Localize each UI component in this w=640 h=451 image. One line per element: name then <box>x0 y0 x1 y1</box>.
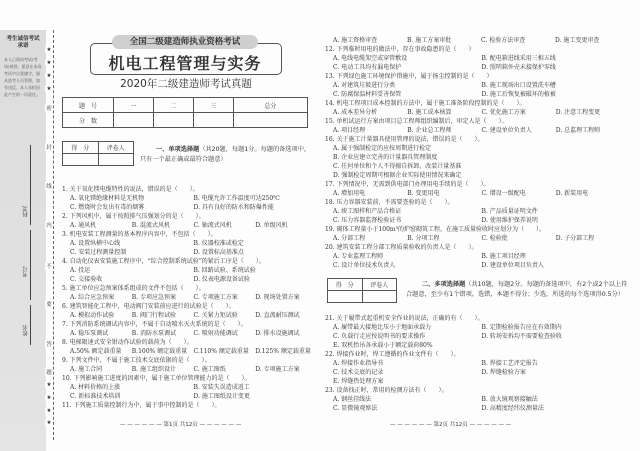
option-row <box>325 323 630 332</box>
section2-title: 二、多项选择题 <box>422 281 466 288</box>
answer-option[interactable]: D.125% 额定载重量 <box>255 348 311 355</box>
answer-option[interactable]: C. 交接验收 <box>70 276 103 283</box>
answer-option[interactable]: D. 具有良好的防水和防爆性能 <box>193 204 274 211</box>
seal-char: ★ <box>46 60 52 66</box>
seal-char: ★ <box>46 47 52 53</box>
question-stem: 6. 建筑智能化工程中，电动阀门安装前应进行的试验是（ ）。 <box>62 303 235 310</box>
question <box>325 45 630 72</box>
paper-subtitle: 2020年二级建造师考试真题 <box>120 78 252 90</box>
answer-option[interactable]: A. 材料价格的上涨 <box>70 384 121 391</box>
score-label: 得 分 <box>328 279 363 291</box>
option-row <box>325 90 630 99</box>
question-stem: 1. 关于氧化镁电缆特性的说法，错误的是（ ）。 <box>62 186 199 193</box>
grader-box-2 <box>327 278 397 303</box>
question <box>325 198 630 225</box>
question <box>62 185 317 212</box>
field-line <box>30 305 31 345</box>
answer-option[interactable]: A. 氧化镁绝缘材料是无机物 <box>70 195 145 202</box>
answer-option[interactable]: C. 安装过程测量控制 <box>70 249 127 256</box>
option-row <box>62 347 317 356</box>
question-stem: 22. 焊接作业时，焊工遵循的作业文件有（ ）。 <box>325 351 460 358</box>
option-row <box>325 368 630 377</box>
answer-option[interactable]: A. 增加用电 <box>333 190 366 197</box>
seal-char: 内 <box>46 223 52 229</box>
answer-option[interactable]: D. 建设单位项目负责人 <box>481 262 544 269</box>
option-row <box>62 221 317 230</box>
answer-option[interactable]: D. 单级风机 <box>255 222 288 229</box>
answer-option[interactable]: C. 专项施工方案 <box>193 294 238 301</box>
grader-cell[interactable] <box>362 291 397 303</box>
section1-title: 一、单项选择题 <box>156 146 200 153</box>
answer-option[interactable]: C. 设计单位技术负责人 <box>333 262 396 269</box>
option-row <box>325 252 630 261</box>
answer-option[interactable]: D. 施工后恢复被破坏的植被 <box>481 91 556 98</box>
question-stem: 14. 机电工程项目成本控制的方法中，属于施工准备阶段控制的是（ ）。 <box>325 100 526 107</box>
answer-option[interactable]: D. 高精度经纬仪测量法 <box>481 405 544 412</box>
answer-option[interactable]: A. 竣工图样和产品合格证 <box>333 208 402 215</box>
question-stem: 11. 下列施工质量控制行为中，属于事中控制的是（ ）。 <box>62 402 221 409</box>
answer-option[interactable]: B. 消防水泵调试 <box>131 330 176 337</box>
section2-desc: （共10题，每题2分。每题的备选项中，有2个或2个以上符合题意，至少有1个错项。选错，本题不得分；少选，所选的每个选项得0.5分） <box>406 281 628 298</box>
answer-option[interactable]: D. 现场处置方案 <box>255 294 300 301</box>
answer-option[interactable]: A. 属于强制检定的应按周期进行检定 <box>333 145 432 152</box>
seal-char: 线 <box>46 184 52 190</box>
answer-option[interactable]: C. 增设一级配电 <box>481 190 526 197</box>
subject-title: 机电工程管理与实务 <box>108 54 262 73</box>
option-row <box>325 395 630 404</box>
option-row <box>325 81 630 90</box>
field-line <box>30 230 31 300</box>
grader-label: 评卷人 <box>362 279 397 291</box>
answer-option[interactable]: C. 显微镜观察法 <box>333 405 378 412</box>
answer-option[interactable]: B. 安装失误造成返工 <box>193 384 250 391</box>
seal-char: 题 <box>46 370 52 376</box>
score-cell[interactable] <box>233 113 307 128</box>
answer-option[interactable]: C. 压力容器监督检验证书 <box>333 217 402 224</box>
grader-cell[interactable] <box>98 154 134 166</box>
answer-option[interactable]: D. 仪表电源设备试验 <box>193 276 250 283</box>
page-footer-1: — — — — — — 第1页 共12页 — — — — — — <box>120 422 242 428</box>
question <box>325 350 630 386</box>
question-stem: 21. 关于履带式起重机安全作业的说法，正确的有（ ）。 <box>325 315 484 322</box>
answer-option[interactable]: A.50% 额定载重量 <box>70 348 122 355</box>
question <box>62 284 317 302</box>
question <box>62 338 317 356</box>
seal-line <box>53 30 54 440</box>
question-stem: 18. 压力容器安装前，不需要查验的是（ ）。 <box>325 199 454 206</box>
answer-option[interactable]: D. 专项施工方案 <box>255 366 300 373</box>
score-cell[interactable] <box>114 113 154 128</box>
question-stem: 17. 下列情况中，无需到供电部门办理用电手续的是（ ）。 <box>325 181 490 188</box>
seal-char: 要 <box>46 302 52 308</box>
answer-option[interactable]: B.100% 额定载重量 <box>131 348 188 355</box>
exam-name: 全国二级建造师执业资格考试 <box>112 35 258 49</box>
answer-option[interactable]: D. 施工图纸设计变更 <box>193 393 250 400</box>
answer-option[interactable]: A. 投运 <box>70 267 91 274</box>
score-header: 二 <box>153 98 193 113</box>
field-line <box>30 145 31 225</box>
question <box>325 135 630 180</box>
option-row <box>62 311 317 320</box>
option-row <box>62 248 317 257</box>
pledge-title: 考生诚信考试承诺 <box>6 36 40 49</box>
option-row <box>325 234 630 243</box>
answer-option[interactable]: D. 新装用电 <box>555 190 589 197</box>
answer-option[interactable]: A. 专业监理工程师 <box>333 253 384 260</box>
section2-header <box>406 280 628 299</box>
answer-option[interactable]: A. 电线电缆架空或穿管敷设 <box>333 55 408 62</box>
left-questions <box>62 185 317 410</box>
seal-char: ★ <box>46 382 52 388</box>
question <box>325 243 630 270</box>
option-row <box>325 216 630 225</box>
option-row <box>325 377 630 386</box>
answer-option[interactable]: B. 定期检验报告应在有效期内 <box>481 324 562 331</box>
score-cell[interactable] <box>153 113 193 128</box>
option-row <box>62 383 317 392</box>
score-cell[interactable] <box>328 291 363 303</box>
answer-option[interactable]: B. 施工现场出口设置洗车槽 <box>481 82 556 89</box>
option-row <box>62 266 317 275</box>
answer-option[interactable]: A. 施工资格审查 <box>333 37 378 44</box>
answer-option[interactable]: C. 检验批 <box>481 235 508 242</box>
answer-option[interactable]: C. 优化施工方案 <box>481 109 526 116</box>
answer-option[interactable]: D. 焊缝检验方案 <box>481 369 526 376</box>
answer-option[interactable]: D. 设置标高基准点 <box>193 249 244 256</box>
answer-option[interactable]: A. 履带最大接地比压小于地面承载力 <box>333 324 432 331</box>
answer-option[interactable]: A. 模拟动作试验 <box>70 312 115 319</box>
option-row <box>325 63 630 72</box>
answer-option[interactable]: C. 技术交底的记录 <box>333 369 384 376</box>
question <box>325 72 630 99</box>
answer-option[interactable]: D. 强制检定周期可根据企业实际使用情况来确定 <box>333 172 462 179</box>
answer-option[interactable]: C. 轴流式风机 <box>193 222 232 229</box>
answer-option[interactable]: B. 混流式风机 <box>131 222 170 229</box>
seal-char: 答 <box>46 342 52 348</box>
answer-option[interactable]: A. 稳压泵调试 <box>70 330 109 337</box>
answer-option[interactable]: A. 焊接作业指导书 <box>333 360 384 367</box>
answer-option[interactable]: D. 照明箱外壳未接保护零线 <box>481 64 556 71</box>
answer-option[interactable]: A. 综合应急预案 <box>70 294 115 301</box>
answer-option[interactable]: A. 通风机 <box>70 222 97 229</box>
seal-char: ★ <box>46 73 52 79</box>
grader-label: 评卷人 <box>98 142 134 154</box>
option-row <box>62 239 317 248</box>
answer-option[interactable]: E. 焊缝热处理方案 <box>333 378 384 385</box>
seal-char: 密 <box>46 106 52 112</box>
answer-option[interactable]: D. 子分部工程 <box>555 235 595 242</box>
answer-option[interactable]: B. 分项工程 <box>407 235 440 242</box>
question-stem: 8. 电梯限速式安全钳动作试验的载荷为（ ）。 <box>62 339 193 346</box>
option-row <box>62 392 317 401</box>
question <box>62 320 317 338</box>
seal-char: 不 <box>46 264 52 270</box>
option-row <box>62 365 317 374</box>
answer-option[interactable]: B. 专项应急预案 <box>131 294 176 301</box>
question <box>62 257 317 284</box>
answer-option[interactable]: B. 电缆允许工作温度可达250℃ <box>193 195 280 202</box>
answer-option[interactable]: B. 变更用电 <box>407 190 440 197</box>
option-row <box>325 404 630 413</box>
question-stem: 7. 下列消防系统调试内容中，不属于自动喷水灭火系统的是（ ）。 <box>62 321 247 328</box>
answer-option[interactable]: C. 施工图纸 <box>193 366 226 373</box>
seal-char: ★ <box>46 408 52 414</box>
answer-option[interactable]: B. 阀门行程试验 <box>131 312 176 319</box>
answer-option[interactable]: B. 施工组织设计 <box>131 366 176 373</box>
answer-option[interactable]: A. 对建筑垃圾进行分类 <box>333 82 396 89</box>
section1-desc: （共20题，每题1分。每题的备选项中，只有一个最正确或最符合题意） <box>140 146 311 163</box>
question-stem: 19. 砌体工程量小于100m³的炉窑砌筑工程，在施工质量验收时应划分为（ ）。 <box>325 226 545 233</box>
answer-option[interactable]: C. 喷射功能调试 <box>193 330 238 337</box>
answer-option[interactable]: C. 检验方法审查 <box>481 37 526 44</box>
right-questions <box>325 36 630 270</box>
pledge-text: 本人已阅读考试(考场)规则，愿意在本场考试中自觉遵守，服从监考人员管理，如有违反，本人承担因此产生的一切责任。 <box>4 57 42 97</box>
answer-option[interactable]: B. 产品质量证明文件 <box>481 208 538 215</box>
option-row <box>62 194 317 203</box>
answer-option[interactable]: C. 负载行走应按说明书的要求操作 <box>333 333 426 340</box>
field-label-name: 姓名 <box>23 325 29 336</box>
answer-option[interactable]: D. 直流耐压测试 <box>255 312 300 319</box>
question-stem: 23. 设备找正时，常用的检测方法有（ ）。 <box>325 387 448 394</box>
seal-char: ★ <box>46 86 52 92</box>
answer-option[interactable]: C. 电动工具均有漏电保护 <box>333 64 402 71</box>
field-label-id: 考号 <box>23 266 29 277</box>
question-stem: 10. 下列影响施工进度的因素中，属于施工单位管理能力的是（ ）。 <box>62 375 251 382</box>
answer-option[interactable]: B. 焊接工艺评定报告 <box>481 360 538 367</box>
option-row <box>325 207 630 216</box>
answer-option[interactable]: A. 分部工程 <box>333 235 366 242</box>
option-row <box>325 36 630 45</box>
question-stem: 2. 下列风机中，属于按照排气压强划分的是（ ）。 <box>62 213 205 220</box>
answer-option[interactable]: A. 项目经理 <box>333 127 366 134</box>
answer-option[interactable]: B. 配电箱进线采用三相五线 <box>481 55 556 62</box>
question-stem: 13. 下列绿色施工环境保护措施中，属于扬尘控制的是（ ） <box>325 73 493 80</box>
option-row <box>325 126 630 135</box>
question-stem: 12. 下列临时用电的做法中，存在事故隐患的是（ ） <box>325 46 475 53</box>
option-row <box>325 144 630 153</box>
question <box>325 180 630 198</box>
page-number: 第1页 共12页 <box>163 422 198 428</box>
answer-option[interactable]: D. 注意工程变更 <box>555 109 601 116</box>
answer-option[interactable]: B. 企业应建立完善的计量器具管理制度 <box>333 154 438 161</box>
score-header: 题 号 <box>63 98 114 113</box>
answer-option[interactable]: B. 施工成本核算 <box>407 109 452 116</box>
question <box>325 314 630 350</box>
page-footer-2: — — — — — — 第2页 共12页 — — — — — — <box>390 422 512 428</box>
right-questions-2 <box>325 314 630 413</box>
question-stem: 15. 单机试运行方案由项目总工程师组织编制后，审定人是（ ）。 <box>325 118 508 125</box>
question <box>62 401 317 410</box>
question <box>62 302 317 320</box>
question <box>62 374 317 401</box>
answer-option[interactable]: B. 仪器校准或检定 <box>193 240 244 247</box>
question-stem: 9. 下列文件中，不属于施工技术交底依据的是（ ）。 <box>62 357 211 364</box>
seal-char: 封 <box>46 145 52 151</box>
question-stem: 3. 机电安装工程测量的基本程序内容中，不包括（ ）。 <box>62 231 217 238</box>
question <box>325 99 630 117</box>
answer-option[interactable]: A. 成本差异分析 <box>333 109 378 116</box>
option-row <box>325 341 630 350</box>
score-table <box>62 97 308 128</box>
answer-option[interactable]: A. 设置纵横中心线 <box>70 240 121 247</box>
page-number: 第2页 共12页 <box>433 422 468 428</box>
answer-option[interactable]: A. 钢丝挂线法 <box>333 396 372 403</box>
question <box>325 225 630 243</box>
answer-option[interactable]: C. 建设单位负责人 <box>481 127 532 134</box>
answer-option[interactable]: C. 关紧力矩试验 <box>193 312 238 319</box>
score-row-label: 分 数 <box>63 113 114 128</box>
answer-option[interactable]: D. 排水设施调试 <box>255 330 300 337</box>
question-stem: 5. 施工单位应急预案体系组成的文件不包括（ ）。 <box>62 285 205 292</box>
question <box>62 212 317 230</box>
answer-option[interactable]: C.110% 额定载重量 <box>193 348 249 355</box>
option-row <box>62 293 317 302</box>
answer-option[interactable]: B. 放大镜观察接触法 <box>481 396 538 403</box>
answer-option[interactable]: B. 企业总工程师 <box>407 127 452 134</box>
answer-option[interactable]: E. 双机抬吊各承载小于额定载荷80% <box>333 342 433 349</box>
score-label: 得 分 <box>63 142 99 154</box>
option-row <box>325 108 630 117</box>
score-header: 总分 <box>233 98 307 113</box>
option-row <box>325 171 630 180</box>
question-stem: 20. 建筑安装工程分部工程质量验收的负责人是（ ）。 <box>325 244 478 251</box>
answer-option[interactable]: B. 施工项目经理 <box>481 253 526 260</box>
score-header: 三 <box>193 98 233 113</box>
question <box>62 356 317 374</box>
option-row <box>325 332 630 341</box>
score-cell[interactable] <box>63 154 99 166</box>
answer-option[interactable]: C. 任何单位和个人不得擅自拆卸、改装计量基准 <box>333 163 462 170</box>
answer-option[interactable]: D. 总监理工程师 <box>555 127 601 134</box>
question-stem: 16. 关于施工计量器具使用管理的说法，错误的是（ ）。 <box>325 136 484 143</box>
score-cell[interactable] <box>193 113 233 128</box>
option-row <box>62 203 317 212</box>
answer-option[interactable]: D. 使用维护保养说明 <box>481 217 538 224</box>
score-header: 一 <box>114 98 154 113</box>
option-row <box>62 275 317 284</box>
option-row <box>325 359 630 368</box>
answer-option[interactable]: D. 转场安拆均不需要检查验收 <box>481 333 562 340</box>
option-row <box>325 153 630 162</box>
question-stem: 4. 自动化仪表安装施工程序中，“综合控制系统试验”的紧后工序是（ ）。 <box>62 258 265 265</box>
question <box>325 117 630 135</box>
answer-option[interactable]: B. 回路试验、系统试验 <box>193 267 256 274</box>
answer-option[interactable]: B. 施工方案审批 <box>407 37 452 44</box>
section1-header <box>140 145 315 165</box>
answer-option[interactable]: C. 新标准技术培训 <box>70 393 121 400</box>
seal-char: ★ <box>46 395 52 401</box>
option-row <box>325 189 630 198</box>
seal-char: ★ <box>46 420 52 426</box>
answer-option[interactable]: D. 施工变更审查 <box>555 37 600 44</box>
option-row <box>62 329 317 338</box>
option-row <box>325 54 630 63</box>
option-row <box>325 261 630 270</box>
answer-option[interactable]: C. 燃烧时会发出有毒的烟雾 <box>70 204 145 211</box>
option-row <box>325 162 630 171</box>
question <box>325 386 630 413</box>
answer-option[interactable]: A. 施工合同 <box>70 366 103 373</box>
field-label-subject: 科类 <box>23 206 29 217</box>
answer-option[interactable]: C. 防腐保温材料妥善保管 <box>333 91 402 98</box>
question <box>62 230 317 257</box>
grader-box-1 <box>62 141 134 166</box>
